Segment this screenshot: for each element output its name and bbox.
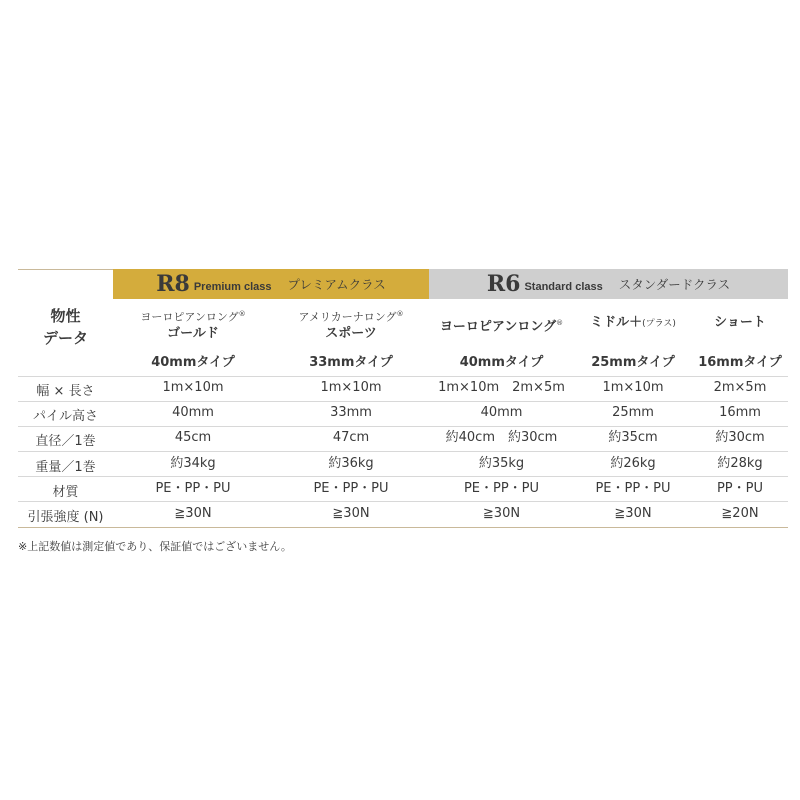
table-cell: 約35kg bbox=[478, 456, 525, 471]
table-cell: PE・PP・PU bbox=[155, 481, 231, 496]
product-name-5: ショート bbox=[714, 315, 766, 330]
product-type-1: 40mmタイプ bbox=[151, 355, 235, 370]
table-cell: 1m×10m 2m×5m bbox=[438, 380, 565, 395]
row-header-line2: データ bbox=[42, 329, 88, 347]
table-cell: 33mm bbox=[330, 405, 372, 420]
product-type-4: 25mmタイプ bbox=[591, 355, 675, 370]
top-rule bbox=[18, 269, 113, 270]
product-name-3: ヨーロピアンロング® bbox=[439, 319, 564, 335]
row-header-line1: 物性 bbox=[50, 307, 81, 325]
row-header-title bbox=[18, 305, 113, 349]
standard-class-label: Standard class bbox=[524, 281, 603, 293]
spec-table bbox=[18, 269, 788, 528]
table-cell: 16mm bbox=[719, 405, 761, 420]
table-cell: 25mm bbox=[612, 405, 654, 420]
row-label-weight: 重量／1巻 bbox=[35, 460, 96, 475]
footnote: ※上記数値は測定値であり、保証値ではございません。 bbox=[18, 540, 292, 553]
premium-jp-label: プレミアムクラス bbox=[287, 277, 386, 292]
table-cell: 40mm bbox=[480, 405, 523, 420]
table-cell: 約26kg bbox=[610, 456, 656, 471]
table-cell: 約40cm 約30cm bbox=[445, 430, 558, 445]
standard-jp-label: スタンダードクラス bbox=[618, 277, 731, 292]
premium-class-label: Premium class bbox=[193, 281, 272, 293]
row-label-size: 幅 × 長さ bbox=[36, 384, 95, 399]
table-cell: PP・PU bbox=[716, 481, 764, 496]
table-cell: PE・PP・PU bbox=[463, 481, 540, 496]
row-label-pile-height: パイル高さ bbox=[32, 409, 98, 424]
table-cell: 45cm bbox=[174, 430, 212, 445]
table-cell: 1m×10m bbox=[162, 380, 224, 395]
row-divider bbox=[18, 476, 788, 477]
premium-code: R8 bbox=[156, 271, 190, 297]
table-cell: PE・PP・PU bbox=[313, 481, 389, 496]
product-name-1: ヨーロピアンロング® ゴールド bbox=[140, 310, 246, 341]
row-label-tensile-strength: 引張強度 (N) bbox=[27, 510, 104, 525]
row-divider bbox=[18, 376, 788, 377]
product-type-2: 33mmタイプ bbox=[309, 355, 393, 370]
product-name-4: ミドル＋(プラス) bbox=[590, 315, 676, 330]
table-cell: PE・PP・PU bbox=[595, 481, 671, 496]
row-divider bbox=[18, 501, 788, 502]
table-cell: ≧30N bbox=[482, 506, 521, 521]
row-divider bbox=[18, 451, 788, 452]
table-cell: 約28kg bbox=[717, 456, 763, 471]
table-cell: 約36kg bbox=[328, 456, 374, 471]
row-label-diameter: 直径／1巻 bbox=[35, 434, 96, 449]
table-cell: ≧30N bbox=[614, 506, 652, 521]
table-cell: 47cm bbox=[332, 430, 370, 445]
table-cell: ≧20N bbox=[721, 506, 759, 521]
table-cell: ≧30N bbox=[174, 506, 212, 521]
product-name-2: アメリカーナロング® スポーツ bbox=[298, 310, 404, 341]
table-cell: 約30cm bbox=[715, 430, 765, 445]
table-cell: ≧30N bbox=[332, 506, 370, 521]
standard-code: R6 bbox=[486, 271, 521, 297]
table-cell: 約35cm bbox=[608, 430, 658, 445]
row-divider bbox=[18, 426, 788, 427]
bottom-rule bbox=[18, 527, 788, 528]
table-cell: 1m×10m bbox=[320, 380, 382, 395]
row-label-material: 材質 bbox=[52, 485, 79, 500]
table-cell: 2m×5m bbox=[713, 380, 767, 395]
premium-class-header bbox=[113, 269, 429, 299]
table-cell: 40mm bbox=[172, 405, 214, 420]
table-cell: 1m×10m bbox=[602, 380, 664, 395]
product-type-5: 16mmタイプ bbox=[698, 355, 782, 370]
standard-class-header bbox=[429, 269, 788, 299]
row-divider bbox=[18, 401, 788, 402]
product-type-3: 40mmタイプ bbox=[459, 355, 544, 370]
table-cell: 約34kg bbox=[170, 456, 216, 471]
